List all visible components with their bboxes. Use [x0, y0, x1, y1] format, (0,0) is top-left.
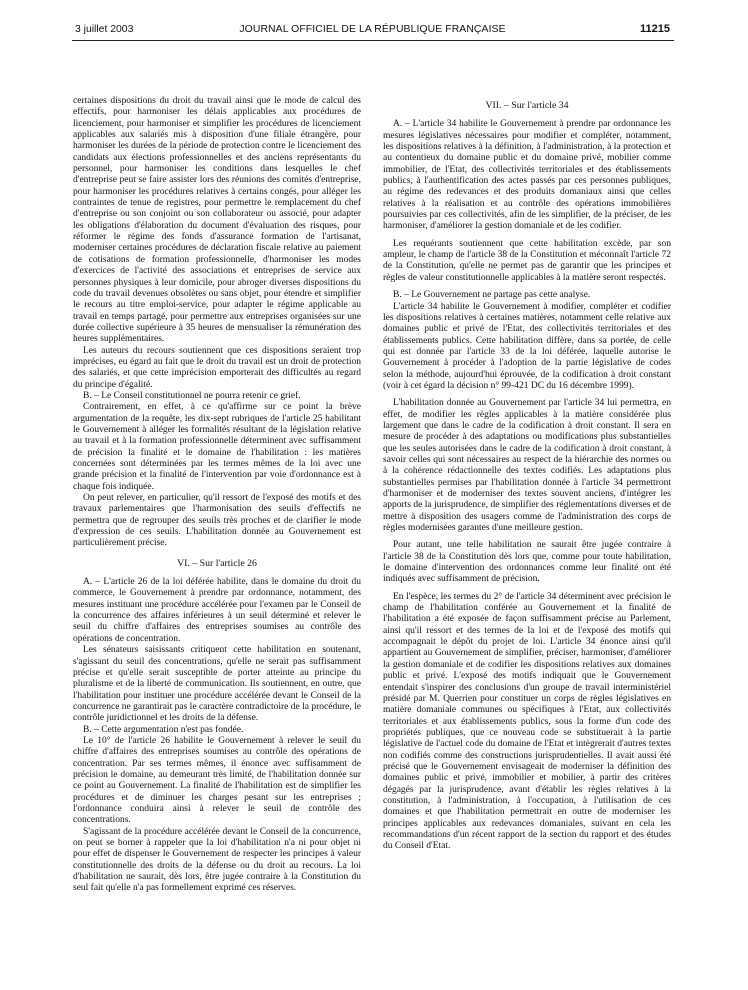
- paragraph: L'article 34 habilite le Gouvernement à modifier, compléter et codifier les dispositions relatives à certaines matières, notamment celle relative aux domaines public et privé de l'Etat, des collectivités territoriales et des établissements publics. Cette habilitation diffère, dans sa portée, de celle qui est donnée par l'article 33 de la loi déférée, laquelle autorise le Gouvernement à procéder à l'adoption de la partie législative de codes selon la méthode, aujourd'hui éprouvée, de la codification à droit constant (voir à cet égard la décision n° 99-421 DC du 16 décembre 1999).: [383, 301, 671, 391]
- paragraph: Pour autant, une telle habilitation ne saurait être jugée contraire à l'article 38 de la Constitution dès lors que, comme pour toute habilitation, le domaine d'intervention des ordonnances comme leur finalité ont été indiqués avec suffisamment de précision.: [383, 540, 671, 585]
- page-number: 11215: [640, 23, 670, 35]
- section-heading-article-34: VII. – Sur l'article 34: [485, 100, 569, 111]
- paragraph: Les requérants soutiennent que cette habilitation excède, par son ampleur, le champ de l'article 38 de la Constitution et méconnaît l'article 72 de la Constitution, qu'elle ne permet pas de garantir que les principes et règles de valeur constitutionnelle applicables à la matière seront respectés.: [383, 238, 671, 283]
- header-rule: [72, 40, 674, 41]
- paragraph: A. – L'article 26 de la loi déférée habilite, dans le domaine du droit du commerce, le Gouvernement à prendre par ordonnance, notamment, des mesures instituant une procédure accélérée pour l'examen par le Conseil de la concurrence des affaires inférieures à un seuil déterminé et relever le seuil du chiffre d'affaires des entreprises soumises au contrôle des opérations de concentration.: [73, 577, 361, 644]
- paragraph: Les sénateurs saisissants critiquent cette habilitation en soutenant, s'agissant du seuil des concentrations, qu'elle ne serait pas suffisamment précise et qu'elle serait susceptible de porter atteinte au principe du pluralisme et de la liberté de communication. Ils soutiennent, en outre, que l'habilitation pour instituer une procédure accélérée devant le Conseil de la concurrence ne garantirait pas le caractère contradictoire de la procédure, le contrôle juridictionnel et les droits de la défense.: [73, 645, 361, 724]
- paragraph: L'habilitation donnée au Gouvernement par l'article 34 lui permettra, en effet, de modifier les règles applicables à la matière considérée plus largement que dans le cadre de la codification à droit constant. Il sera en mesure de procéder à des adaptations ou modifications plus substantielles que les seules autorisées dans le cadre de la codification à droit constant, à savoir celles qui sont nécessaires au respect de la hiérarchie des normes ou à la cohérence rédactionnelle des textes codifiés. Les adaptations plus substantielles permises par l'habilitation donnée à l'article 34 permettront d'harmoniser et de moderniser des textes souvent anciens, d'intégrer les apports de la jurisprudence, de simplifier des réglementations diverses et de mettre à disposition des usagers comme de l'administration des corps de règles modernisées garantes d'une meilleure gestion.: [383, 398, 671, 534]
- paragraph: S'agissant de la procédure accélérée devant le Conseil de la concurrence, on peut se borner à rappeler que la loi d'habilitation n'a ni pour objet ni pour effet de dispenser le Gouvernement de respecter les principes à valeur constitutionnelle des droits de la défense ou du droit au recours. La loi d'habilitation ne saurait, dès lors, être jugée contraire à la Constitution du seul fait qu'elle n'a pas formellement exprimé ces réserves.: [73, 826, 361, 894]
- right-column: [383, 100, 671, 974]
- header-date: 3 juillet 2003: [75, 24, 134, 35]
- paragraph: Le 10° de l'article 26 habilite le Gouvernement à relever le seuil du chiffre d'affaires des entreprises soumises au contrôle des opérations de concentration. Par ses termes mêmes, il énonce avec suffisamment de précision le domaine, au demeurant très limité, de l'habilitation donnée sur ce point au Gouvernement. La finalité de l'habilitation est de simplifier les procédures et de diminuer les charges pesant sur les entreprises ; l'ordonnance conduira ainsi à relever le seuil de contrôle des concentrations.: [73, 735, 361, 826]
- paragraph: B. – Cette argumentation n'est pas fondée.: [83, 724, 244, 735]
- paragraph: Les auteurs du recours soutiennent que ces dispositions seraient trop imprécises, eu égard au fait que le droit du travail est un droit de protection des salariés, et que cette imprécision emporterait des difficultés au regard du principe d'égalité.: [73, 345, 361, 390]
- paragraph: B. – Le Gouvernement ne partage pas cette analyse.: [393, 290, 591, 301]
- paragraph: En l'espèce, les termes du 2° de l'article 34 déterminent avec précision le champ de l'habilitation conférée au Gouvernement et la finalité de l'habilitation a été exposée de façon suffisamment précise au Parlement, ainsi qu'il ressort et des termes de la loi et de l'exposé des motifs qui accompagnait le dépôt du projet de loi. L'article 34 énonce ainsi qu'il appartient au Gouvernement de simplifier, préciser, harmoniser, d'améliorer la gestion domaniale et de codifier les dispositions relatives aux domaines public et privé. L'exposé des motifs indiquait que le Gouvernement entendait s'inspirer des conclusions d'un groupe de travail interministériel présidé par M. Querrien pour constituer un corps de règles législatives en matière domaniale communes ou spécifiques à l'Etat, aux collectivités territoriales et aux établissements publics, sous la forme d'un code des propriétés publiques, que ce nouveau code se substituerait à la partie législative de l'actuel code du domaine de l'Etat et intègrerait d'autres textes non codifiés comme des constructions jurisprudentielles. Il avait aussi été précisé que le Gouvernement envisageait de moderniser la définition des domaines public et privé, immobilier et mobilier, à partir des critères dégagés par la jurisprudence, avant d'établir les règles relatives à la constitution, à l'administration, à l'occupation, à l'utilisation de ces domaines et que l'habilitation permettrait en outre de moderniser les principes applicables aux redevances domaniales, suivant en cela les recommandations d'un récent rapport de la section du rapport et des études du Conseil d'Etat.: [383, 591, 671, 852]
- page-header: [75, 22, 670, 38]
- paragraph: Contrairement, en effet, à ce qu'affirme sur ce point la brève argumentation de la requête, les dix-sept rubriques de l'article 25 habilitant le Gouvernement à alléger les formalités résultant de la législation relative au travail et à la formation professionnelle déterminent avec suffisamment de précision la finalité et le domaine de l'habilitation : les matières concernées sont déterminées par les termes mêmes de la loi avec une grande précision et la finalité de l'intervention par voie d'ordonnance est à chaque fois indiquée.: [73, 402, 361, 492]
- journal-title: JOURNAL OFFICIEL DE LA RÉPUBLIQUE FRANÇAISE: [239, 24, 506, 35]
- paragraph: On peut relever, en particulier, qu'il ressort de l'exposé des motifs et des travaux parlementaires que l'harmonisation des seuils d'effectifs ne permettra que de regrouper des seuils très proches et de clarifier le mode d'expression de ces seuils. L'habilitation donnée au Gouvernement est particulièrement précise.: [73, 493, 361, 549]
- paragraph: A. – L'article 34 habilite le Gouvernement à prendre par ordonnance les mesures législatives nécessaires pour modifier et compléter, notamment, les dispositions relatives à la définition, à l'administration, à la protection et au contentieux du domaine public et du domaine privé, mobilier comme immobilier, de l'Etat, des collectivités territoriales et des établissements publics, à l'authentification des actes passés par ces personnes publiques, au régime des redevances et des produits domaniaux ainsi que celles relatives à la réalisation et au contrôle des opérations immobilières poursuivies par ces collectivités, afin de les simplifier, de la préciser, de les harmoniser, d'améliorer la gestion domaniale et de les codifier.: [383, 119, 671, 232]
- paragraph: B. – Le Conseil constitutionnel ne pourra retenir ce grief.: [83, 390, 301, 401]
- left-column: [73, 96, 361, 976]
- section-heading-article-26: VI. – Sur l'article 26: [177, 557, 257, 569]
- paragraph: certaines dispositions du droit du travail ainsi que le mode de calcul des effectifs, pour harmoniser les délais applicables aux procédures de licenciement, pour harmoniser et simplifier les procédures de licenciement applicables aux salariés mis à disposition d'une filiale étrangère, pour harmoniser les durées de la période de protection contre le licenciement des candidats aux élections professionnelles et des anciens représentants du personnel, pour harmoniser les conditions dans lesquelles le chef d'entreprise peut se faire assister lors des réunions des comités d'entreprise, pour harmoniser les procédures relatives à certains congés, pour alléger les contraintes de tenue de registres, pour permettre le remplacement du chef d'entreprise ou son conjoint ou son collaborateur ou associé, pour adapter les obligations d'élaboration du document d'évaluation des risques, pour réformer le régime des fonds d'assurance formation de l'artisanat, moderniser certaines procédures de déclaration fiscale relative au paiement de cotisations de formation professionnelle, d'harmoniser les modes d'exercices de l'activité des associations et entreprises de service aux personnes physiques à leur domicile, pour abroger diverses dispositions du code du travail devenues obsolètes ou sans objet, pour étendre et simplifier le recours au titre emploi-service, pour adapter le régime applicable au travail en temps partagé, pour permettre aux entreprises organisées sur une durée collective supérieure à 35 heures de mensualiser la rémunération des heures supplémentaires.: [73, 96, 361, 345]
